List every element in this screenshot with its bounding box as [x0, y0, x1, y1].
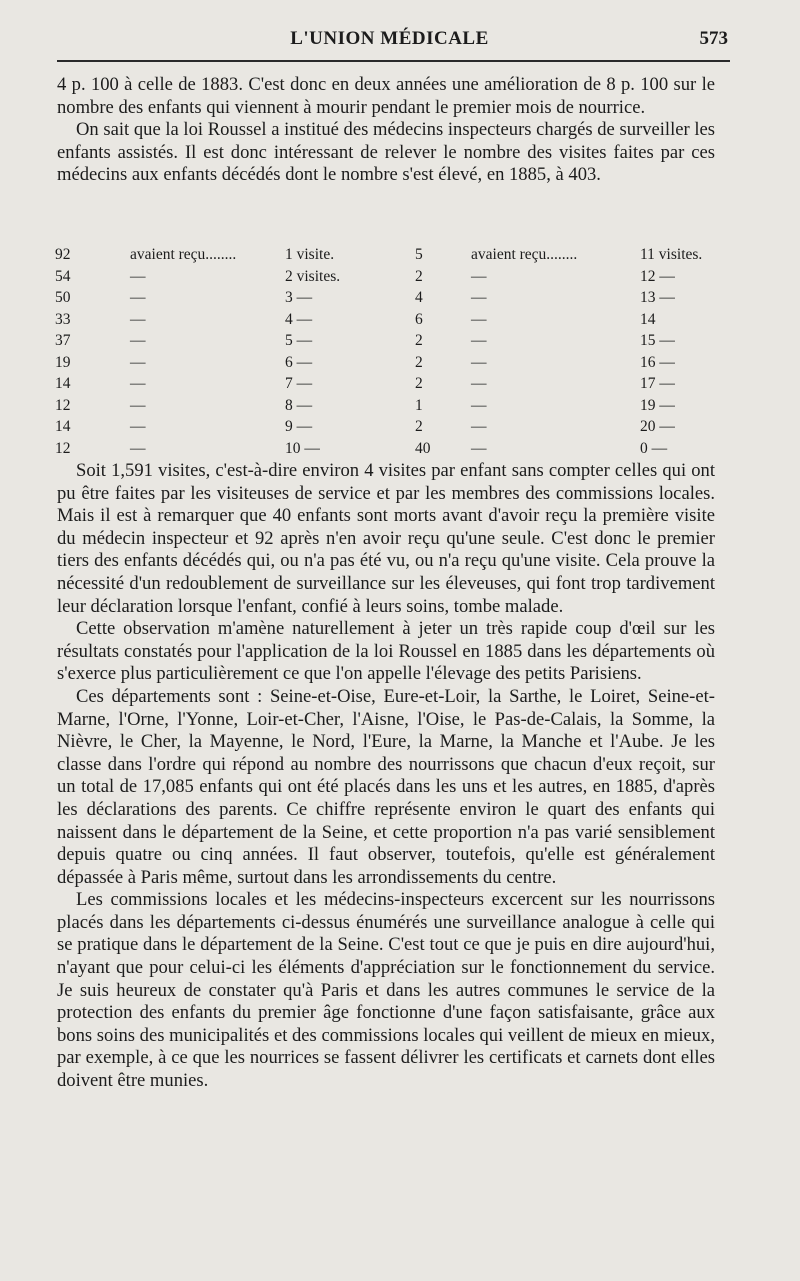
label-right: —	[471, 289, 487, 306]
visits-left: 8 —	[285, 396, 313, 414]
visits-right: 12 —	[640, 267, 675, 285]
visits-right: 17 —	[640, 375, 675, 392]
label-left: —	[130, 267, 146, 285]
label-left: —	[130, 439, 146, 457]
count-left: 12	[55, 396, 71, 414]
count-left: 14	[55, 418, 71, 435]
label-right: —	[471, 375, 487, 392]
count-right: 2	[415, 332, 423, 349]
visits-left: 5 —	[285, 332, 313, 349]
count-left: 19	[55, 353, 71, 371]
table-row	[55, 287, 715, 309]
paragraph: Soit 1,591 visites, c'est-à-dire environ 4 visites par enfant sans compter celles qui ont pu être faites par les visiteuses de service et par les membres des commissions locales. Mais il est à remarquer que 40 enfants sont morts avant d'avoir reçu la première visite du médecin inspecteur et 92 après n'en avoir reçu qu'une seule. C'est donc le premier tiers des enfants décédés qui, ou n'a pas été vu, ou n'a reçu qu'une visite. Cela prouve la nécessité d'un redoublement de surveillance sur les éleveuses, qui font trop tardivement leur déclaration lorsque l'enfant, confié à leurs soins, tombe malade.	[57, 460, 715, 617]
count-left: 37	[55, 332, 71, 349]
count-left: 54	[55, 267, 71, 285]
visits-right: 16 —	[640, 353, 675, 371]
label-left: —	[130, 396, 146, 414]
visits-left: 1 visite.	[285, 246, 335, 263]
visits-table	[55, 244, 715, 459]
table-row	[55, 395, 715, 417]
count-left: 12	[55, 439, 71, 457]
visits-left: 9 —	[285, 418, 313, 435]
label-left: —	[130, 332, 146, 349]
visits-right: 15 —	[640, 332, 675, 349]
table-row	[55, 309, 715, 331]
count-right: 2	[415, 375, 423, 392]
label-right: avaient reçu........	[471, 246, 578, 263]
visits-right: 0 —	[640, 439, 668, 457]
count-left: 50	[55, 289, 71, 306]
paragraph: On sait que la loi Roussel a institué des médecins inspecteurs chargés de surveiller les enfants assistés. Il est donc intéressant de relever le nombre des visites faites par ces médecins aux enfants décédés dont le nombre s'est élevé, en 1885, à 403.	[57, 119, 715, 186]
visits-left: 7 —	[285, 375, 313, 392]
table-row	[55, 438, 715, 460]
journal-title: L'UNION MÉDICALE	[290, 28, 489, 49]
count-right: 2	[415, 353, 423, 371]
count-right: 40	[415, 439, 431, 457]
table-row	[55, 416, 715, 438]
paragraph: Ces départements sont : Seine-et-Oise, Eure-et-Loir, la Sarthe, le Loiret, Seine-et-Marne, l'Orne, l'Yonne, Loir-et-Cher, l'Aisne, l'Oise, le Pas-de-Calais, la Somme, la Nièvre, le Cher, la Mayenne, le Nord, l'Eure, la Marne, la Manche et l'Aube. Je les classe dans l'ordre qui répond au nombre des nourrissons que chacun d'eux reçoit, sur un total de 17,085 enfants qui ont été placés dans les uns et les autres, en 1885, d'après les déclarations des parents. Ce chiffre représente environ le quart des enfants qui naissent dans le département de la Seine, et cette proportion n'a pas varié sensiblement depuis quatre ou cinq années. Il faut observer, toutefois, qu'elle est généralement dépassée à Paris même, surtout dans les arrondissements du centre.	[57, 685, 715, 888]
count-right: 1	[415, 396, 423, 414]
table-row	[55, 352, 715, 374]
visits-left: 10 —	[285, 439, 320, 457]
count-left: 14	[55, 375, 71, 392]
table-row	[55, 330, 715, 352]
count-right: 6	[415, 310, 423, 328]
label-right: —	[471, 267, 487, 285]
running-header	[57, 28, 728, 52]
visits-left: 2 visites.	[285, 267, 341, 285]
label-right: —	[471, 439, 487, 457]
visits-right: 11 visites.	[640, 246, 703, 263]
label-left: —	[130, 289, 146, 306]
count-right: 5	[415, 246, 423, 263]
count-left: 33	[55, 310, 71, 328]
label-left: —	[130, 353, 146, 371]
count-right: 4	[415, 289, 423, 306]
label-right: —	[471, 353, 487, 371]
header-rule	[57, 60, 730, 62]
label-left: avaient reçu........	[130, 246, 237, 263]
visits-right: 14	[640, 310, 656, 328]
count-right: 2	[415, 418, 423, 435]
visits-right: 19 —	[640, 396, 675, 414]
table-row	[55, 244, 715, 266]
count-left: 92	[55, 246, 71, 263]
label-left: —	[130, 375, 146, 392]
body-text-top	[57, 74, 715, 187]
paragraph: Cette observation m'amène naturellement à jeter un très rapide coup d'œil sur les résultats constatés pour l'application de la loi Roussel en 1885 dans les départements où s'exerce plus particulièrement ce que l'on appelle l'élevage des petits Parisiens.	[57, 618, 715, 685]
label-left: —	[130, 418, 146, 435]
label-left: —	[130, 310, 146, 328]
count-right: 2	[415, 267, 423, 285]
label-right: —	[471, 418, 487, 435]
visits-right: 20 —	[640, 418, 675, 435]
paragraph: Les commissions locales et les médecins-inspecteurs excercent sur les nourrissons placés dans les départements ci-dessus énumérés une surveillance analogue à celle qui se pratique dans le département de la Seine. C'est tout ce que je puis en dire aujourd'hui, n'ayant que pour celui-ci les éléments d'appréciation sur le fonctionnement du service. Je suis heureux de constater qu'à Paris et dans les autres communes le service de la protection des enfants du premier âge fonctionne d'une façon satisfaisante, grâce aux bons soins des municipalités et des commissions locales qui veillent de mieux en mieux, par exemple, à ce que les nourrices se fassent délivrer les certificats et carnets dont elles doivent être munies.	[57, 889, 715, 1092]
page-number: 573	[699, 28, 728, 49]
table-row	[55, 373, 715, 395]
visits-right: 13 —	[640, 289, 675, 306]
paragraph: 4 p. 100 à celle de 1883. C'est donc en deux années une amélioration de 8 p. 100 sur le nombre des enfants qui viennent à mourir pendant le premier mois de nourrice.	[57, 74, 715, 118]
table-row	[55, 266, 715, 288]
visits-left: 3 —	[285, 289, 313, 306]
body-text-bottom	[57, 460, 715, 1093]
visits-left: 6 —	[285, 353, 313, 371]
label-right: —	[471, 310, 487, 328]
label-right: —	[471, 396, 487, 414]
label-right: —	[471, 332, 487, 349]
visits-left: 4 —	[285, 310, 313, 328]
